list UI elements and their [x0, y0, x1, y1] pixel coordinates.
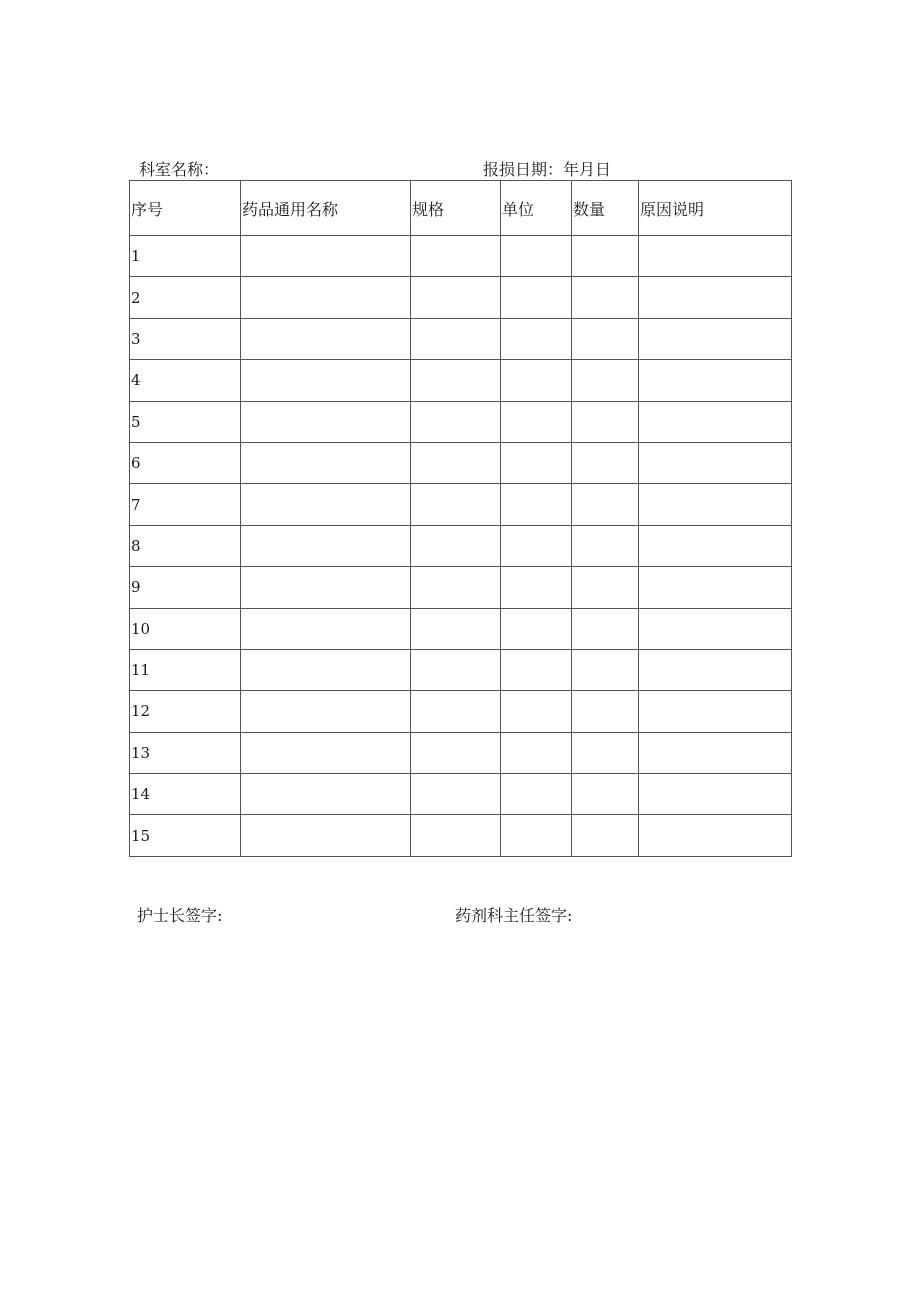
table-row — [130, 774, 792, 815]
reason-cell — [639, 774, 792, 815]
reason-cell — [639, 277, 792, 318]
drug-name-cell — [241, 360, 411, 401]
table-row — [130, 525, 792, 566]
header-quantity: 数量 — [572, 181, 639, 236]
specification-cell — [411, 774, 501, 815]
quantity-cell — [572, 691, 639, 732]
drug-name-cell — [241, 277, 411, 318]
reason-cell — [639, 815, 792, 856]
unit-cell — [501, 649, 572, 690]
table-row — [130, 360, 792, 401]
quantity-cell — [572, 649, 639, 690]
table-row — [130, 815, 792, 856]
serial-number-cell: 7 — [130, 484, 241, 525]
header-unit: 单位 — [501, 181, 572, 236]
specification-cell — [411, 732, 501, 773]
header-reason: 原因说明 — [639, 181, 792, 236]
table-row — [130, 401, 792, 442]
serial-number-cell: 3 — [130, 318, 241, 359]
drug-name-cell — [241, 815, 411, 856]
specification-cell — [411, 401, 501, 442]
serial-number-cell: 14 — [130, 774, 241, 815]
quantity-cell — [572, 774, 639, 815]
table-row — [130, 691, 792, 732]
quantity-cell — [572, 815, 639, 856]
unit-cell — [501, 567, 572, 608]
reason-cell — [639, 567, 792, 608]
quantity-cell — [572, 484, 639, 525]
drug-name-cell — [241, 525, 411, 566]
unit-cell — [501, 401, 572, 442]
unit-cell — [501, 484, 572, 525]
drug-name-cell — [241, 774, 411, 815]
serial-number-cell: 10 — [130, 608, 241, 649]
serial-number-cell: 1 — [130, 236, 241, 277]
unit-cell — [501, 525, 572, 566]
table-row — [130, 732, 792, 773]
specification-cell — [411, 567, 501, 608]
header-serial-number: 序号 — [130, 181, 241, 236]
table-row — [130, 277, 792, 318]
table-row — [130, 318, 792, 359]
reason-cell — [639, 360, 792, 401]
unit-cell — [501, 774, 572, 815]
quantity-cell — [572, 401, 639, 442]
reason-cell — [639, 649, 792, 690]
reason-cell — [639, 484, 792, 525]
department-name-label: 科室名称： — [139, 160, 220, 179]
report-date-label: 报损日期：年月日 — [483, 160, 612, 179]
unit-cell — [501, 691, 572, 732]
unit-cell — [501, 236, 572, 277]
table-row — [130, 567, 792, 608]
drug-loss-table — [129, 180, 792, 857]
unit-cell — [501, 318, 572, 359]
specification-cell — [411, 360, 501, 401]
drug-name-cell — [241, 401, 411, 442]
drug-name-cell — [241, 567, 411, 608]
table-row — [130, 608, 792, 649]
serial-number-cell: 9 — [130, 567, 241, 608]
table-header-row — [130, 181, 792, 236]
serial-number-cell: 12 — [130, 691, 241, 732]
serial-number-cell: 13 — [130, 732, 241, 773]
serial-number-cell: 15 — [130, 815, 241, 856]
reason-cell — [639, 401, 792, 442]
reason-cell — [639, 608, 792, 649]
unit-cell — [501, 277, 572, 318]
quantity-cell — [572, 608, 639, 649]
specification-cell — [411, 525, 501, 566]
quantity-cell — [572, 567, 639, 608]
drug-name-cell — [241, 318, 411, 359]
serial-number-cell: 2 — [130, 277, 241, 318]
drug-name-cell — [241, 608, 411, 649]
specification-cell — [411, 608, 501, 649]
drug-name-cell — [241, 236, 411, 277]
drug-name-cell — [241, 649, 411, 690]
serial-number-cell: 6 — [130, 442, 241, 483]
table-row — [130, 236, 792, 277]
quantity-cell — [572, 442, 639, 483]
unit-cell — [501, 815, 572, 856]
unit-cell — [501, 732, 572, 773]
quantity-cell — [572, 732, 639, 773]
reason-cell — [639, 691, 792, 732]
quantity-cell — [572, 236, 639, 277]
specification-cell — [411, 318, 501, 359]
specification-cell — [411, 649, 501, 690]
specification-cell — [411, 236, 501, 277]
table-body — [130, 236, 792, 857]
reason-cell — [639, 318, 792, 359]
serial-number-cell: 8 — [130, 525, 241, 566]
quantity-cell — [572, 318, 639, 359]
quantity-cell — [572, 360, 639, 401]
serial-number-cell: 11 — [130, 649, 241, 690]
quantity-cell — [572, 277, 639, 318]
specification-cell — [411, 442, 501, 483]
drug-name-cell — [241, 691, 411, 732]
specification-cell — [411, 691, 501, 732]
unit-cell — [501, 360, 572, 401]
serial-number-cell: 5 — [130, 401, 241, 442]
drug-name-cell — [241, 484, 411, 525]
head-nurse-signature-label: 护士长签字: — [137, 906, 223, 925]
header-drug-generic-name: 药品通用名称 — [241, 181, 411, 236]
table-row — [130, 442, 792, 483]
reason-cell — [639, 525, 792, 566]
pharmacy-director-signature-label: 药剂科主任签字: — [455, 906, 573, 925]
specification-cell — [411, 277, 501, 318]
unit-cell — [501, 608, 572, 649]
reason-cell — [639, 442, 792, 483]
table-row — [130, 649, 792, 690]
reason-cell — [639, 732, 792, 773]
unit-cell — [501, 442, 572, 483]
table-row — [130, 484, 792, 525]
specification-cell — [411, 815, 501, 856]
serial-number-cell: 4 — [130, 360, 241, 401]
quantity-cell — [572, 525, 639, 566]
specification-cell — [411, 484, 501, 525]
reason-cell — [639, 236, 792, 277]
drug-name-cell — [241, 442, 411, 483]
header-specification: 规格 — [411, 181, 501, 236]
drug-name-cell — [241, 732, 411, 773]
